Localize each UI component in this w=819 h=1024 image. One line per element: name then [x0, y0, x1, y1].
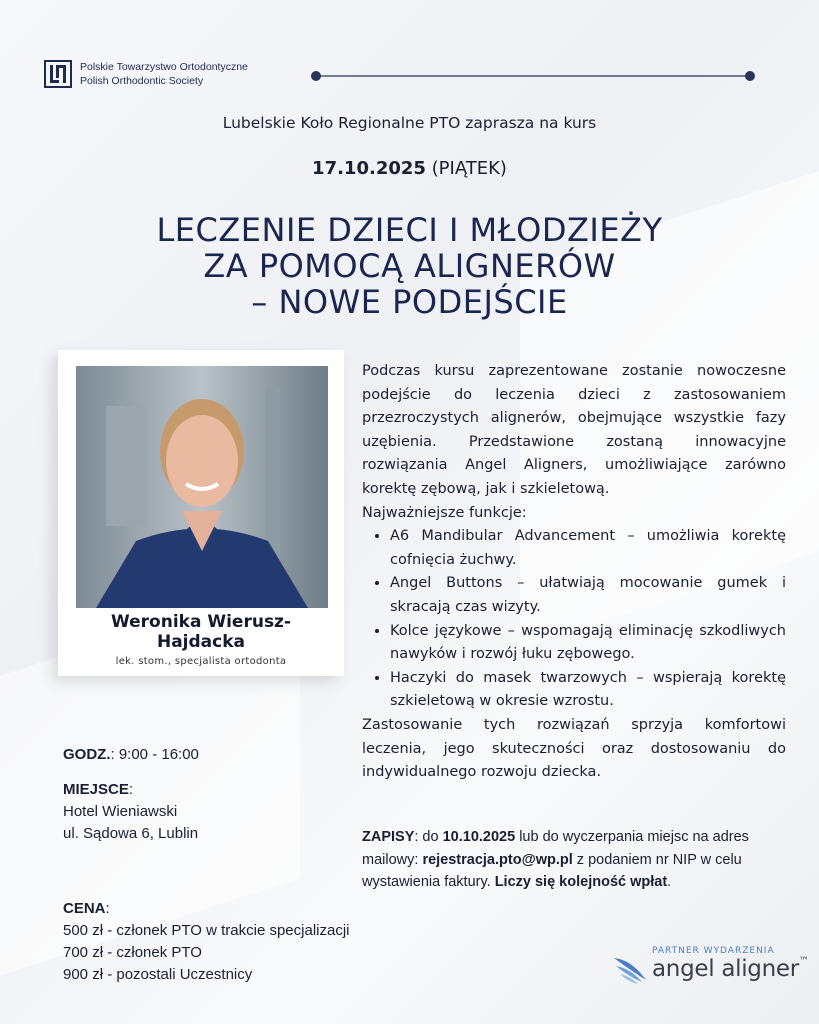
price-item: 900 zł - pozostali Uczestnicy: [63, 966, 253, 983]
place-colon: :: [128, 781, 134, 798]
event-date: [0, 158, 819, 179]
feature-item: • Angel Buttons – ułatwiają mocowanie gumek i skracają czas wizyty.: [390, 572, 786, 619]
hours-block: [63, 744, 199, 766]
speaker-name-line-1: Weronika Wierusz-: [110, 612, 292, 632]
society-logo: [44, 60, 248, 88]
partner-trademark: ™: [798, 956, 809, 967]
feature-item: • A6 Mandibular Advancement – umożliwia korektę cofnięcia żuchwy.: [390, 525, 786, 572]
price-block: [63, 898, 350, 986]
logo-line-en: Polish Orthodontic Society: [80, 75, 204, 87]
registration-text: lub do wyczerpania miejsc na adres mailowy:: [362, 829, 749, 868]
feature-item: • Haczyki do masek twarzowych – wspierają korektę szkieletową w okresie wzrostu.: [390, 667, 786, 714]
partner-label: PARTNER WYDARZENIA: [652, 946, 775, 956]
logo-text: [80, 60, 248, 88]
feature-item: • Kolce językowe – wspomagają eliminację szkodliwych nawyków i rozwój łuku zębowego.: [390, 620, 786, 667]
payment-order-note: Liczy się kolejność wpłat: [494, 874, 668, 890]
registration-text: z podaniem nr NIP w celu wystawienia faktury.: [362, 851, 742, 890]
invitation-line: Lubelskie Koło Regionalne PTO zaprasza na kurs: [222, 114, 597, 132]
event-date-value: 17.10.2025: [312, 158, 426, 179]
title-line-1: LECZENIE DZIECI I MŁODZIEŻY: [156, 211, 663, 249]
speaker-photo: [76, 366, 328, 608]
speaker-name-line-2: Hajdacka: [156, 632, 246, 652]
title-line-2: ZA POMOCĄ ALIGNERÓW: [203, 247, 616, 285]
registration-deadline: 10.10.2025: [442, 829, 516, 845]
features-heading: Najważniejsze funkcje:: [362, 504, 527, 521]
speaker-name: [58, 612, 344, 652]
partner-brand: angel aligner: [652, 956, 799, 982]
registration-email-link[interactable]: rejestracja.pto@wp.pl: [422, 851, 573, 868]
event-day: (PIĄTEK): [431, 158, 507, 179]
logo-line-pl: Polskie Towarzystwo Ortodontyczne: [80, 61, 248, 73]
description-outro: Zastosowanie tych rozwiązań sprzyja komfortowi leczenia, jego skuteczności oraz dostosowaniu do indywidualnego rozwoju dziecka.: [362, 716, 786, 781]
decorative-divider: [310, 70, 756, 82]
description-intro: Podczas kursu zaprezentowane zostanie nowoczesne podejście do leczenia dzieci z zastosowaniem przezroczystych alignerów, obejmujące wszystkie fazy uzębienia. Przedstawione zostaną innowacyjne rozwiązania Angel Aligners, umożliwiające zarówno korektę zębową, jak i szkieletową.: [362, 363, 786, 497]
place-line-2: ul. Sądowa 6, Lublin: [63, 825, 199, 842]
registration-text: .: [667, 874, 672, 890]
speaker-card: [58, 350, 344, 676]
features-list: [362, 525, 786, 714]
angel-wing-icon: [612, 950, 650, 988]
place-block: [63, 779, 198, 845]
hours-label: GODZ.: [63, 746, 111, 763]
title-line-3: – NOWE PODEJŚCIE: [251, 283, 568, 321]
hours-value: : 9:00 - 16:00: [110, 746, 199, 763]
place-line-1: Hotel Wieniawski: [63, 803, 178, 820]
partner-name: [652, 956, 809, 982]
speaker-title: lek. stom., specjalista ortodonta: [115, 656, 287, 667]
price-colon: :: [105, 900, 110, 917]
registration-label: ZAPISY: [362, 829, 415, 845]
course-description: [362, 360, 786, 785]
price-label: CENA: [63, 900, 106, 917]
price-item: 500 zł - członek PTO w trakcie specjalizacji: [63, 922, 350, 939]
place-label: MIEJSCE: [63, 781, 129, 798]
course-title: [0, 212, 819, 320]
registration-text: : do: [414, 829, 443, 845]
price-item: 700 zł - członek PTO: [63, 944, 202, 961]
pto-logo-icon: [44, 60, 72, 88]
registration-block: [362, 826, 792, 894]
